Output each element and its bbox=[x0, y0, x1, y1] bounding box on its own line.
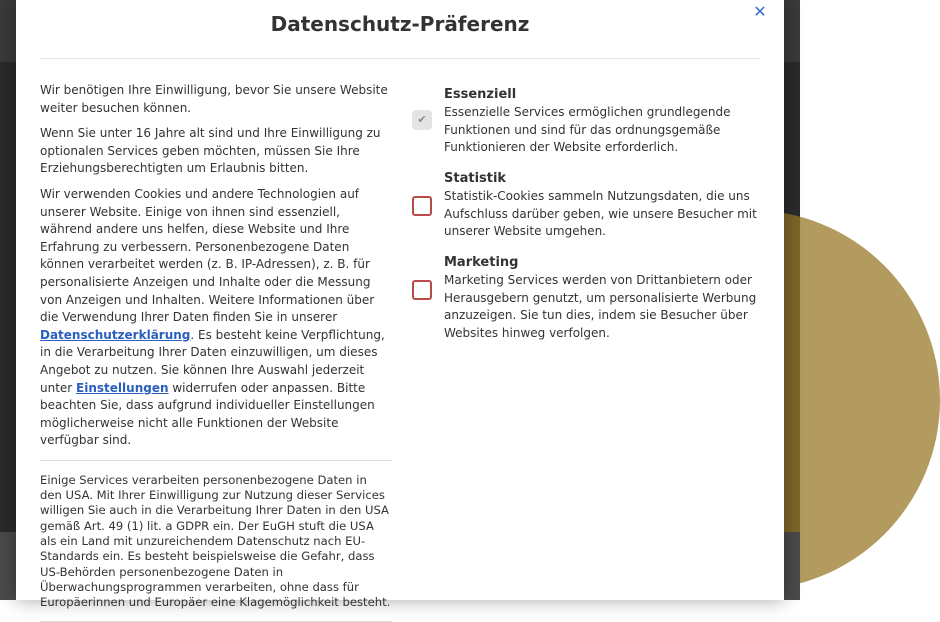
preference-title: Statistik bbox=[444, 171, 507, 186]
intro-paragraph-3-text-1: Wir verwenden Cookies und andere Technologien auf unserer Website. Einige von ihnen sind essenziell, während andere uns helfen, diese Website und Ihre Erfahrung zu verbessern. Personenbezogene Daten können verarbeitet werden (z. B. IP-Adressen), z. B. für personalisierte Anzeigen und Inhalte oder die Messung von Anzeigen und Inhalten. Weitere Informationen über die Verwendung Ihrer Daten finden Sie in unserer bbox=[40, 186, 375, 325]
preference-statistik bbox=[410, 170, 760, 244]
section-divider bbox=[40, 460, 392, 461]
consent-text-column bbox=[40, 82, 392, 622]
preference-title: Essenziell bbox=[444, 87, 517, 102]
privacy-preference-dialog bbox=[16, 0, 784, 610]
statistik-checkbox[interactable] bbox=[412, 196, 432, 216]
title-divider bbox=[40, 58, 760, 59]
intro-paragraph-1: Wir benötigen Ihre Einwilligung, bevor Sie unsere Website weiter besuchen können. bbox=[40, 83, 388, 115]
essenziell-checkbox bbox=[412, 110, 432, 130]
bottom-divider bbox=[40, 621, 392, 622]
intro-paragraph-3 bbox=[40, 186, 392, 450]
intro-paragraph-3-text-3: widerrufen oder anpassen. Bitte beachten Sie, dass aufgrund individueller Einstellungen möglicherweise nicht alle Funktionen der Website verfügbar sind. bbox=[40, 380, 375, 448]
preference-title: Marketing bbox=[444, 255, 519, 270]
dialog-title: Datenschutz-Präferenz bbox=[270, 12, 530, 36]
usa-data-notice: Einige Services verarbeiten personenbezogene Daten in den USA. Mit Ihrer Einwilligung zur Nutzung dieser Services willigen Sie auch in die Verarbeitung Ihrer Daten in den USA gemäß Art. 49 (1) lit. a GDPR ein. Der EuGH stuft die USA als ein Land mit unzureichendem Datenschutz nach EU-Standards ein. Es besteht beispielsweise die Gefahr, dass US-Behörden personenbezogene Daten in Überwachungsprogrammen verarbeiten, ohne dass für Europäerinnen und Europäer eine Klagemöglichkeit besteht. bbox=[40, 472, 391, 610]
preference-essenziell bbox=[410, 86, 760, 160]
close-icon[interactable]: ✕ bbox=[753, 2, 767, 21]
privacy-policy-link[interactable]: Datenschutzerklärung bbox=[40, 327, 191, 342]
preference-marketing bbox=[410, 254, 760, 340]
checkmark-icon: ✔ bbox=[417, 113, 427, 126]
intro-paragraph-3-text-2: . Es besteht keine Verpflichtung, in die Verarbeitung Ihrer Daten einzuwilligen, um dieses Angebot zu nutzen. Sie können Ihre Auswahl jederzeit unter bbox=[40, 327, 385, 395]
preference-list bbox=[410, 86, 760, 338]
preference-description: Essenzielle Services ermöglichen grundlegende Funktionen und sind für das ordnungsgemäße Funktionieren der Website erforderlich. bbox=[444, 105, 731, 155]
preference-description: Marketing Services werden von Drittanbietern oder Herausgebern genutzt, um personalisierte Werbung anzuzeigen. Sie tun dies, indem sie Besucher über Websites hinweg verfolgen. bbox=[444, 273, 757, 340]
intro-paragraph-2: Wenn Sie unter 16 Jahre alt sind und Ihre Einwilligung zu optionalen Services geben möchten, müssen Sie Ihre Erziehungsberechtigten um Erlaubnis bitten. bbox=[40, 126, 381, 176]
settings-link[interactable]: Einstellungen bbox=[76, 380, 169, 395]
preference-description: Statistik-Cookies sammeln Nutzungsdaten, die uns Aufschluss darüber geben, wie unsere Besucher mit unserer Website umgehen. bbox=[444, 189, 757, 239]
marketing-checkbox[interactable] bbox=[412, 280, 432, 300]
